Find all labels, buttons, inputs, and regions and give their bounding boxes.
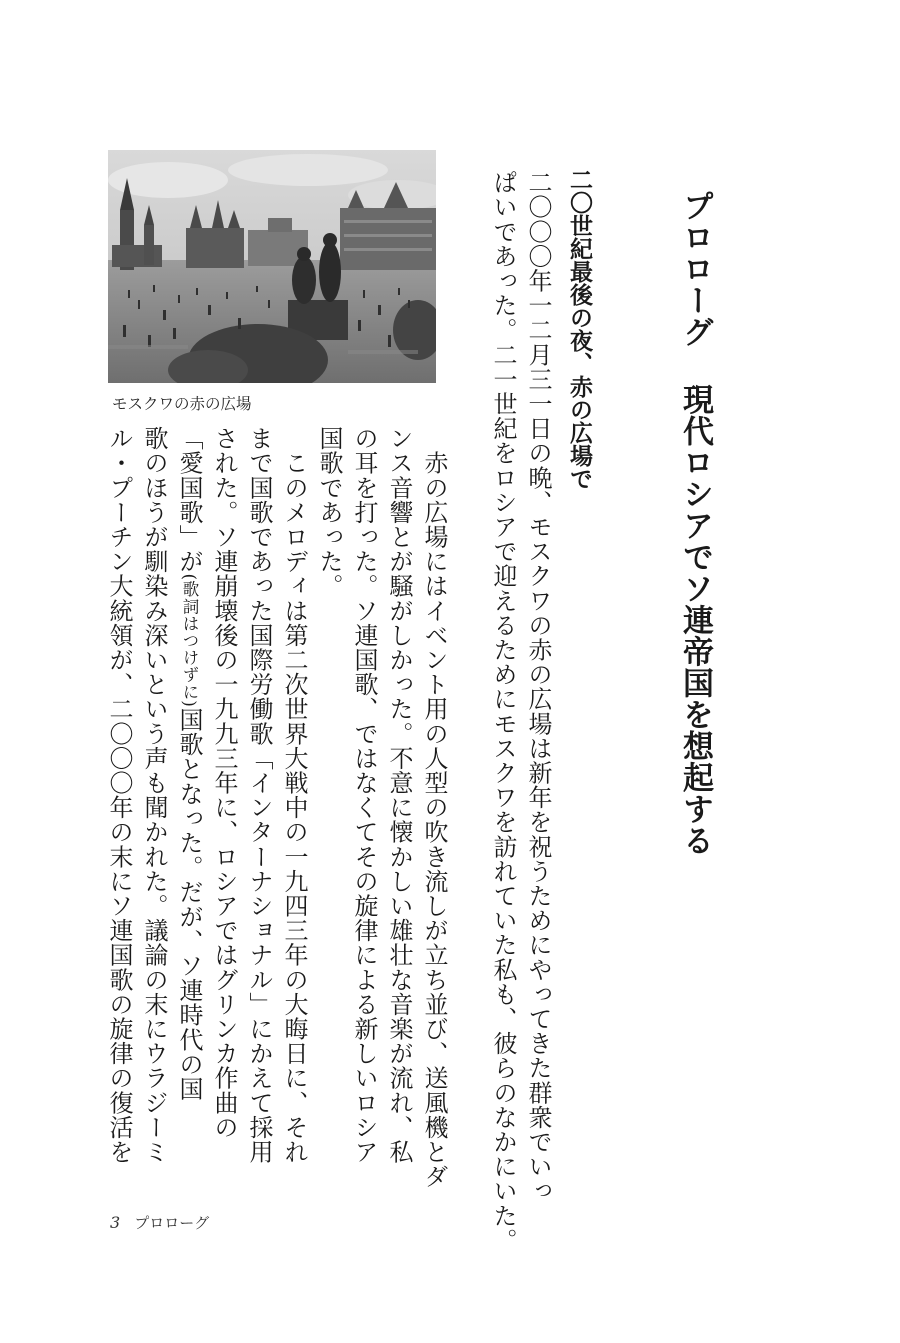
chapter-title-text: 現代ロシアでソ連帝国を想起する [677,383,713,856]
body-line-2: ぱいであった。二一世紀をロシアで迎えるためにモスクワを訪れていた私も、彼らのなかにいた。 [489,170,517,1253]
chapter-title [672,190,718,856]
red-square-photo-image [108,150,436,383]
body-line-11: 歌のほうが馴染み深いという声も聞かれた。議論の末にウラジーミ [140,426,168,1164]
chapter-label: プロローグ [677,190,713,348]
body-line-5: の耳を打った。ソ連国歌、ではなくてその旋律による新しいロシア [350,426,378,1164]
page-number: 3 [110,1213,121,1232]
body-line-12: ル・プーチン大統領が、二〇〇〇年の末にソ連国歌の旋律の復活を [105,426,133,1164]
running-head: プロローグ [134,1214,210,1232]
body-line-10-a: 「愛国歌」が [175,426,203,574]
body-line-10 [171,426,207,1101]
body-line-7: このメロディは第二次世界大戦中の一九四三年の大晦日に、それ [280,426,308,1164]
body-line-10-b: 国歌となった。だが、ソ連時代の国 [175,707,203,1101]
body-line-9: された。ソ連崩壊後の一九九三年に、ロシアではグリンカ作曲の [210,426,238,1140]
body-line-3: 赤の広場にはイベント用の人型の吹き流しが立ち並び、送風機とダ [420,426,448,1189]
section-heading: 二〇世紀最後の夜、赤の広場で [566,168,592,490]
body-line-1: 二〇〇〇年一二月三一日の晩、モスクワの赤の広場は新年を祝うためにやってきた群衆でいっ [524,170,552,1204]
page-footer [110,1212,209,1233]
body-line-10-note: (歌詞はつけずに) [180,573,199,708]
body-line-8: まで国歌であった国際労働歌「インターナショナル」にかえて採用 [245,426,273,1164]
body-line-6: 国歌であった。 [315,426,343,599]
photo-caption: モスクワの赤の広場 [112,395,252,413]
red-square-photo [108,150,436,383]
body-line-4: ンス音響とが騒がしかった。不意に懐かしい雄壮な音楽が流れ、私 [385,426,413,1164]
